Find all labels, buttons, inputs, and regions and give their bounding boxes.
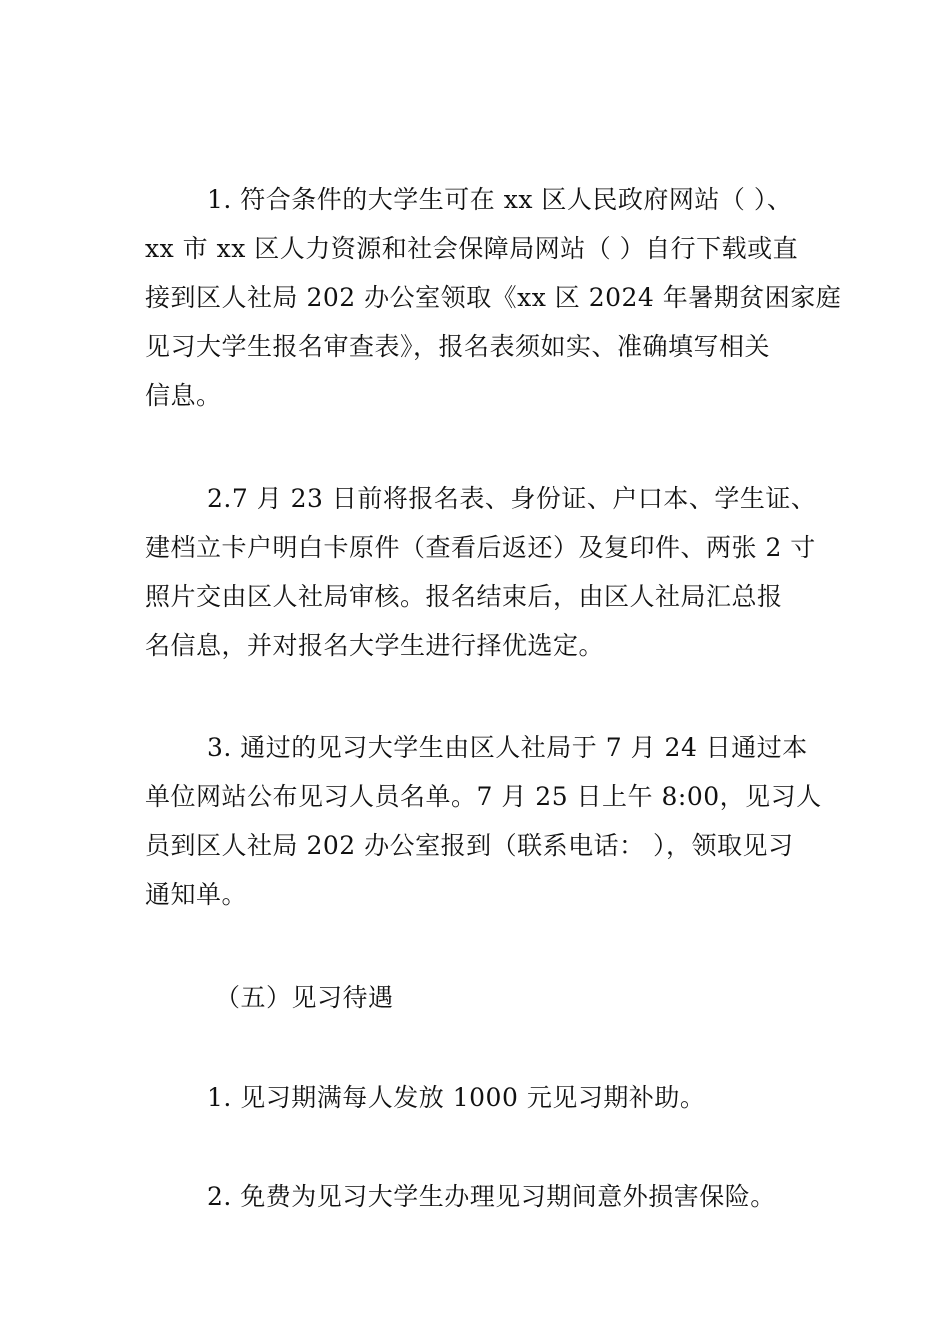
text-line: 1. 见习期满每人发放 1000 元见习期补助。 [207, 1083, 706, 1112]
paragraph-submission-review [145, 474, 817, 670]
paragraph-application-download [145, 175, 842, 420]
text-line: 员到区人社局 202 办公室报到（联系电话： ），领取见习 [145, 831, 794, 860]
text-line: 2.7 月 23 日前将报名表、身份证、户口本、学生证、 [207, 484, 817, 513]
paragraph-benefit-insurance [145, 1172, 817, 1221]
text-line: 通知单。 [145, 880, 248, 909]
paragraph-announcement-report [145, 723, 822, 919]
text-line: 2. 免费为见习大学生办理见习期间意外损害保险。 [207, 1182, 776, 1211]
paragraph-benefit-subsidy [145, 1073, 817, 1122]
text-line: 见习大学生报名审查表》，报名表须如实、准确填写相关 [145, 332, 771, 361]
section-title: （五）见习待遇 [215, 983, 394, 1012]
text-line: xx 市 xx 区人力资源和社会保障局网站（ ）自行下载或直 [145, 234, 799, 263]
text-line: 照片交由区人社局审核。报名结束后，由区人社局汇总报 [145, 582, 783, 611]
text-line: 单位网站公布见习人员名单。7 月 25 日上午 8:00，见习人 [145, 782, 822, 811]
text-line: 1. 符合条件的大学生可在 xx 区人民政府网站（ ）、 [207, 185, 793, 214]
text-line: 信息。 [145, 381, 222, 410]
text-line: 名信息，并对报名大学生进行择优选定。 [145, 631, 605, 660]
text-line: 3. 通过的见习大学生由区人社局于 7 月 24 日通过本 [207, 733, 808, 762]
text-line: 接到区人社局 202 办公室领取《xx 区 2024 年暑期贫困家庭 [145, 283, 842, 312]
text-line: 建档立卡户明白卡原件（查看后返还）及复印件、两张 2 寸 [145, 533, 816, 562]
section-heading-benefits [145, 973, 817, 1022]
